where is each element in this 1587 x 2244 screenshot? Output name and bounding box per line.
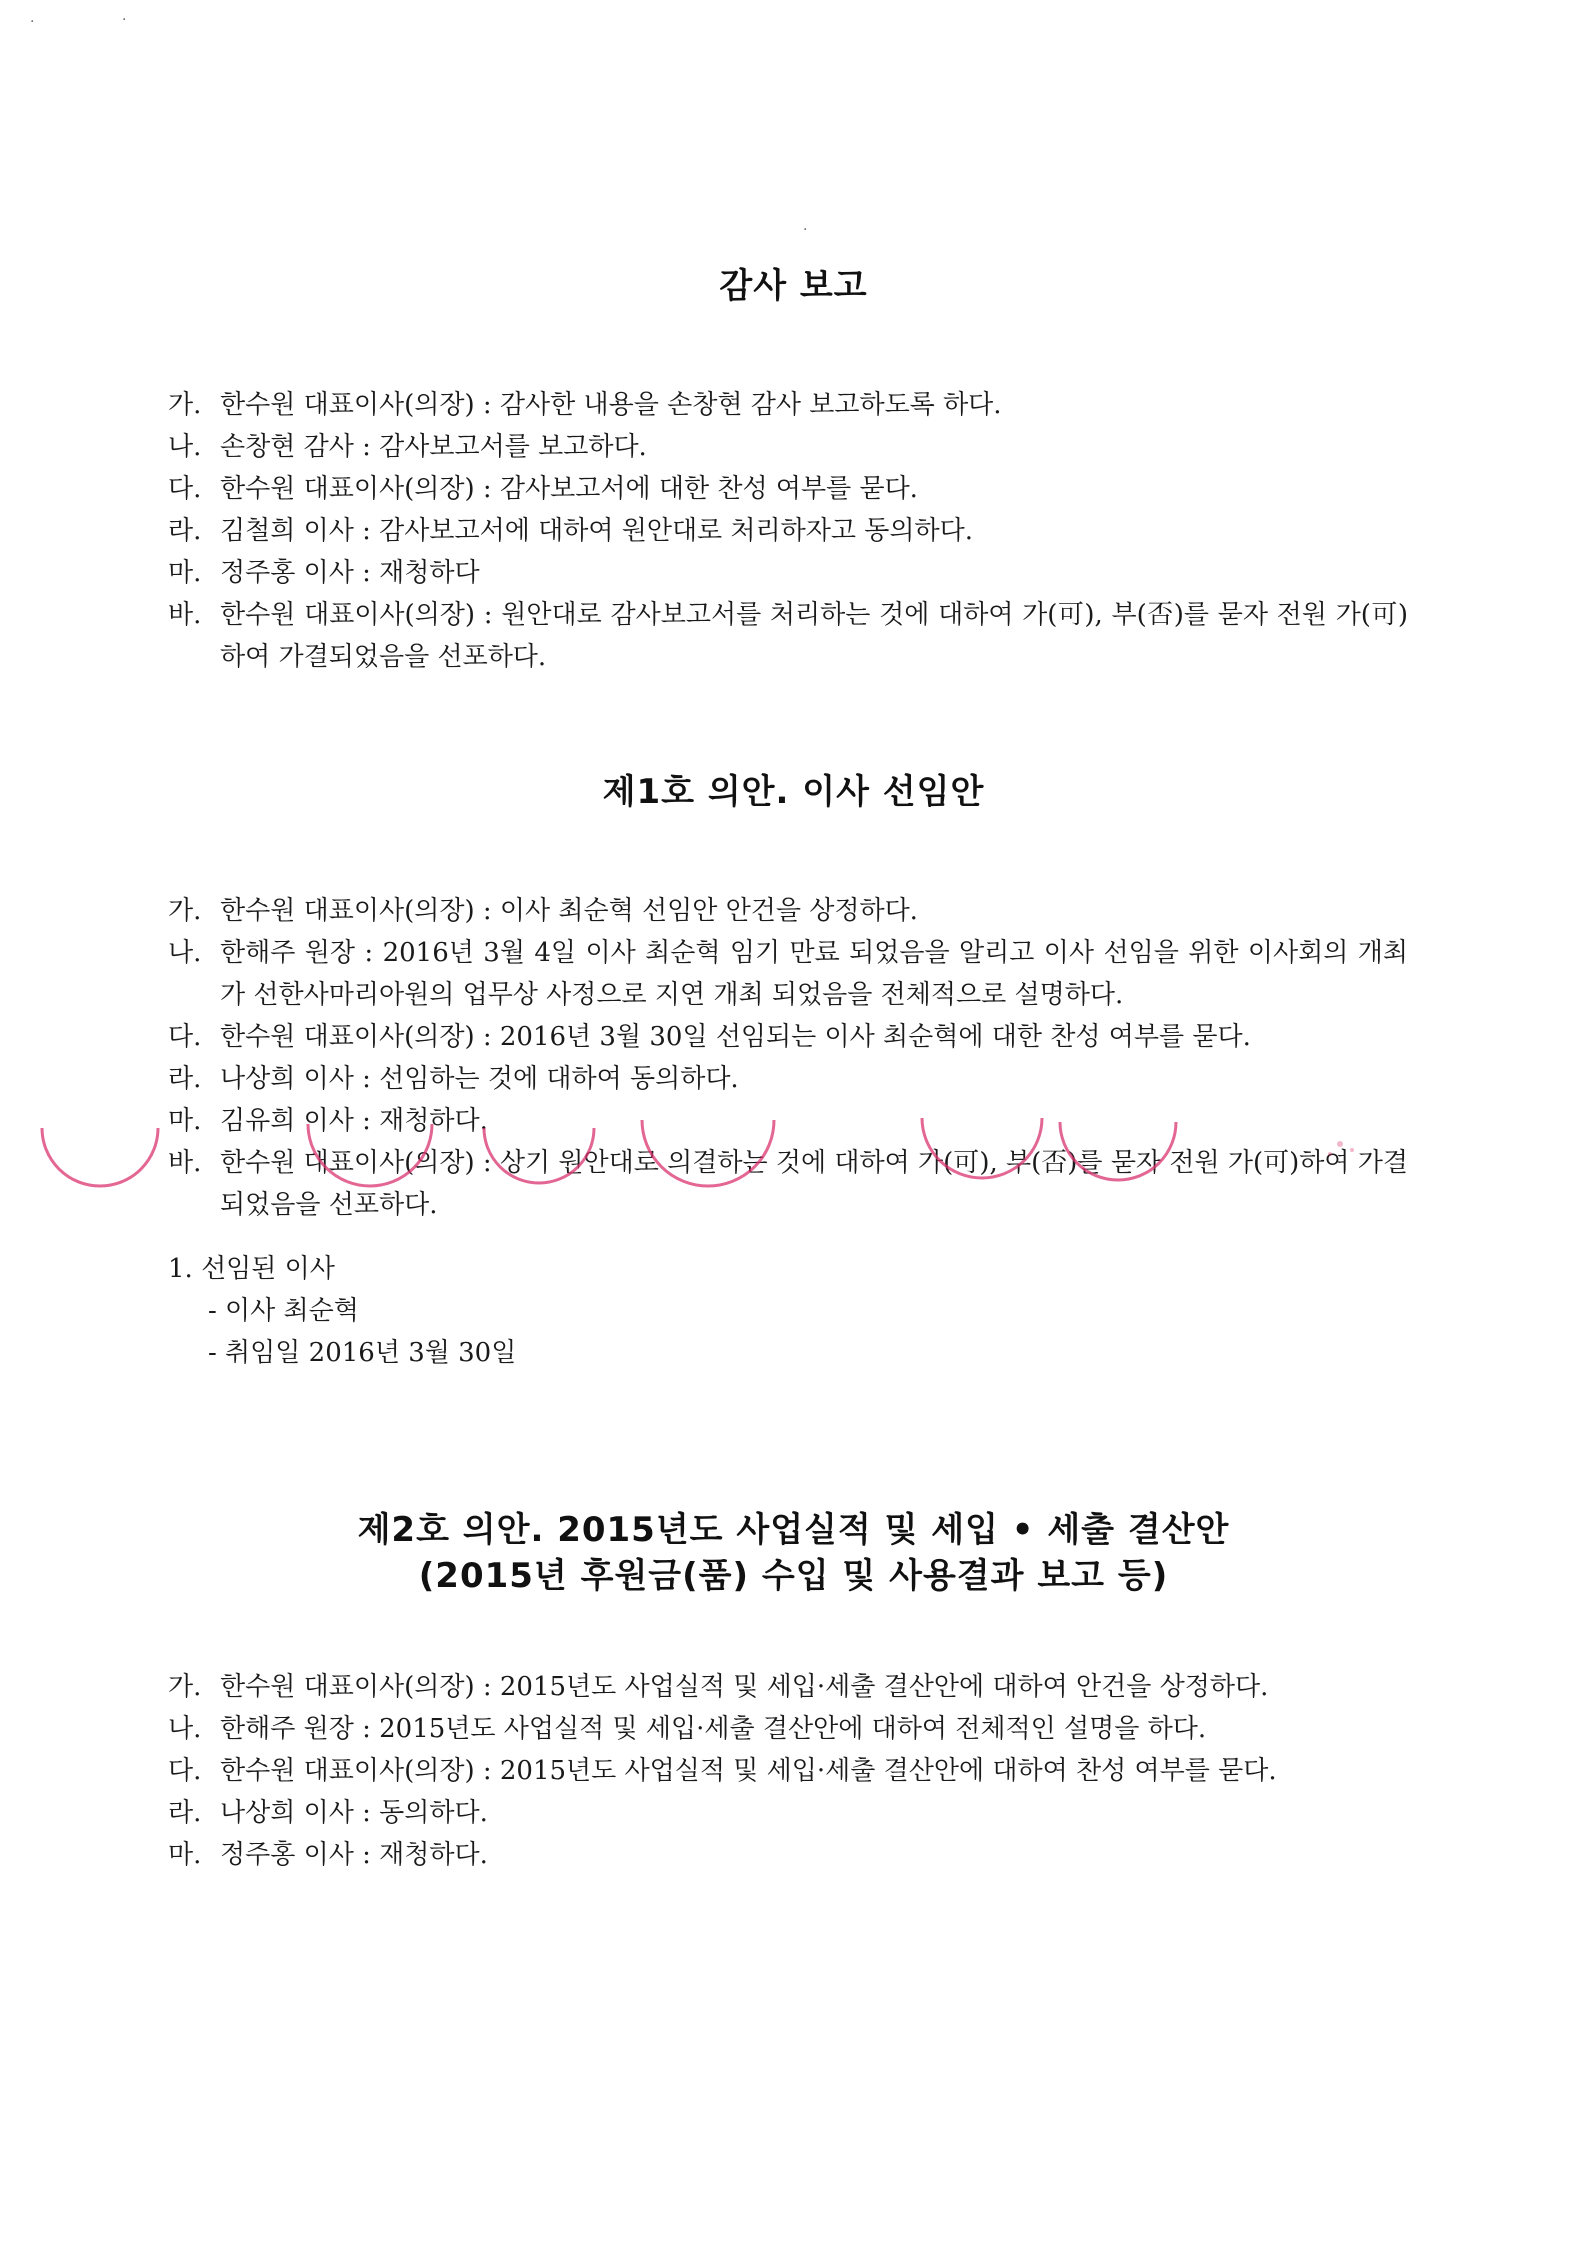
list-item: 다. 한수원 대표이사(의장) : 감사보고서에 대한 찬성 여부를 묻다. [168,474,918,504]
list-item: 라. 나상희 이사 : 선임하는 것에 대하여 동의하다. [168,1064,739,1094]
list-item: 가. 한수원 대표이사(의장) : 2015년도 사업실적 및 세입·세출 결산안에 대하여 안건을 상정하다. [168,1672,1269,1702]
audit-section [168,384,1408,678]
audit-title: 감사 보고 [719,266,868,306]
list-item: 라. 김철희 이사 : 감사보고서에 대하여 원안대로 처리하자고 동의하다. [168,516,974,546]
elected-heading: 1. 선임된 이사 [168,1254,335,1284]
list-item: 마. 김유희 이사 : 재청하다. [168,1106,488,1136]
list-item: 나. 손창현 감사 : 감사보고서를 보고하다. [168,432,647,462]
list-item: 마. 정주홍 이사 : 재청하다. [168,1840,488,1870]
list-item: 마. 정주홍 이사 : 재청하다 [168,558,480,588]
agenda2-section [168,1666,1408,1876]
list-item: 가. 한수원 대표이사(의장) : 이사 최순혁 선임안 안건을 상정하다. [168,896,918,926]
list-item: 나. 한해주 원장 : 2016년 3월 4일 이사 최순혁 임기 만료 되었음을 알리고 이사 선임을 위한 이사회의 개최가 선한사마리아원의 업무상 사정으로 지연 개최 되었음을 전체적으로 설명하다. [168,938,1408,1010]
list-item: 다. 한수원 대표이사(의장) : 2015년도 사업실적 및 세입·세출 결산안에 대하여 찬성 여부를 묻다. [168,1756,1277,1786]
agenda2-title: 제2호 의안. 2015년도 사업실적 및 세입 • 세출 결산안 [357,1510,1230,1550]
scan-speck: · [122,12,127,28]
elected-line: - 취임일 2016년 3월 30일 [208,1338,517,1368]
list-item: 다. 한수원 대표이사(의장) : 2016년 3월 30일 선임되는 이사 최순혁에 대한 찬성 여부를 묻다. [168,1022,1251,1052]
scan-speck: · [803,222,808,238]
agenda2-subtitle: (2015년 후원금(품) 수입 및 사용결과 보고 등) [418,1556,1169,1596]
agenda1-section [168,890,1408,1374]
list-item: 바. 한수원 대표이사(의장) : 상기 원안대로 의결하는 것에 대하여 가(可), 부(否)를 묻자 전원 가(可)하여 가결되었음을 선포하다. [168,1148,1408,1220]
seal-stamp [42,1128,158,1186]
list-item: 바. 한수원 대표이사(의장) : 원안대로 감사보고서를 처리하는 것에 대하여 가(可), 부(否)를 묻자 전원 가(可)하여 가결되었음을 선포하다. [168,600,1408,672]
elected-line: - 이사 최순혁 [208,1296,359,1326]
agenda1-title: 제1호 의안. 이사 선임안 [602,772,985,812]
list-item: 나. 한해주 원장 : 2015년도 사업실적 및 세입·세출 결산안에 대하여 전체적인 설명을 하다. [168,1714,1207,1744]
list-item: 가. 한수원 대표이사(의장) : 감사한 내용을 손창현 감사 보고하도록 하다. [168,390,1002,420]
scan-speck: · [30,14,35,30]
list-item: 라. 나상희 이사 : 동의하다. [168,1798,488,1828]
